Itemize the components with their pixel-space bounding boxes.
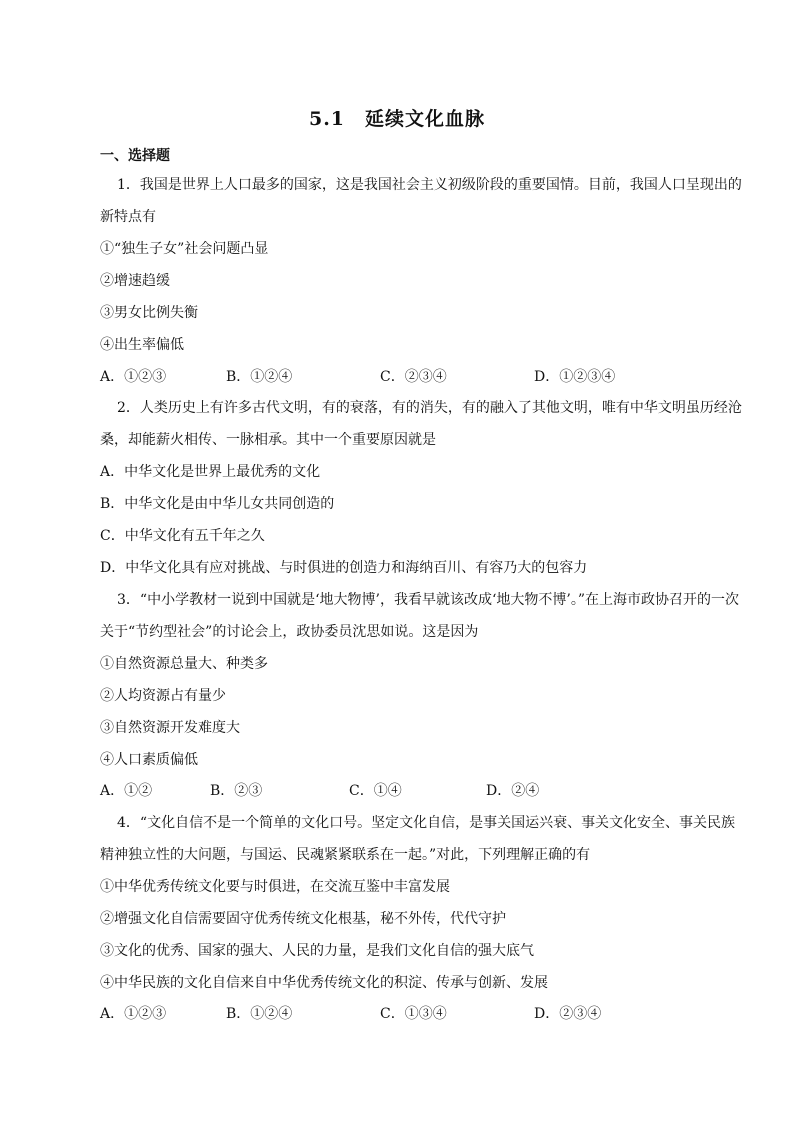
q4-stem-line-1: 4．“文化自信不是一个简单的文化口号。坚定文化自信，是事关国运兴衰、事关文化安全、事关民族 [117, 815, 736, 831]
q3-option-a: A．①② [100, 783, 153, 799]
q1-item-1: ①“独生子女”社会问题凸显 [100, 241, 269, 257]
q4-item-2: ②增强文化自信需要固守优秀传统文化根基，秘不外传，代代守护 [100, 911, 506, 927]
q1-option-d: D．①②③④ [534, 369, 616, 385]
q3-item-3: ③自然资源开发难度大 [100, 720, 240, 736]
q4-item-3: ③文化的优秀、国家的强大、人民的力量，是我们文化自信的强大底气 [100, 943, 534, 959]
q1-option-b: B．①②④ [226, 369, 293, 385]
q2-option-c: C．中华文化有五千年之久 [100, 528, 265, 544]
q1-item-2: ②增速趋缓 [100, 273, 170, 289]
q4-item-1: ①中华优秀传统文化要与时俱进，在交流互鉴中丰富发展 [100, 879, 450, 895]
q1-item-3: ③男女比例失衡 [100, 305, 198, 321]
q1-item-4: ④出生率偏低 [100, 337, 184, 353]
q3-stem-line-1: 3．“中小学教材一说到中国就是‘地大物博’，我看早就该改成‘地大物不博’。”在上海市政协召开的一次 [117, 592, 740, 608]
q4-option-d: D．②③④ [534, 1006, 602, 1022]
page-title: 5.1 延续文化血脉 [308, 108, 486, 130]
q2-stem-line-2: 桑，却能薪火相传、一脉相承。其中一个重要原因就是 [100, 432, 436, 448]
q2-option-b: B．中华文化是由中华儿女共同创造的 [100, 496, 335, 512]
q2-option-d: D．中华文化具有应对挑战、与时俱进的创造力和海纳百川、有容乃大的包容力 [100, 560, 588, 576]
q4-option-c: C．①③④ [380, 1006, 447, 1022]
q4-stem-line-2: 精神独立性的大问题，与国运、民魂紧紧联系在一起。”对此，下列理解正确的有 [100, 847, 591, 863]
q4-option-a: A．①②③ [100, 1006, 167, 1022]
q1-option-c: C．②③④ [380, 369, 447, 385]
q3-stem-line-2: 关于“节约型社会”的讨论会上，政协委员沈思如说。这是因为 [100, 624, 479, 640]
q3-item-1: ①自然资源总量大、种类多 [100, 656, 268, 672]
q1-option-a: A．①②③ [100, 369, 167, 385]
q3-option-b: B．②③ [210, 783, 263, 799]
q4-option-b: B．①②④ [226, 1006, 293, 1022]
q3-item-4: ④人口素质偏低 [100, 752, 198, 768]
q1-stem-line-1: 1．我国是世界上人口最多的国家，这是我国社会主义初级阶段的重要国情。目前，我国人口呈现出的 [117, 177, 742, 193]
q2-stem-line-1: 2．人类历史上有许多古代文明，有的衰落，有的消失，有的融入了其他文明，唯有中华文明虽历经沧 [117, 400, 742, 416]
q3-option-c: C．①④ [349, 783, 402, 799]
q1-stem-line-2: 新特点有 [100, 209, 156, 225]
q3-item-2: ②人均资源占有量少 [100, 688, 226, 704]
q4-item-4: ④中华民族的文化自信来自中华优秀传统文化的积淀、传承与创新、发展 [100, 975, 548, 991]
section-heading: 一、选择题 [100, 148, 170, 164]
q2-option-a: A．中华文化是世界上最优秀的文化 [100, 464, 321, 480]
q3-option-d: D．②④ [486, 783, 540, 799]
